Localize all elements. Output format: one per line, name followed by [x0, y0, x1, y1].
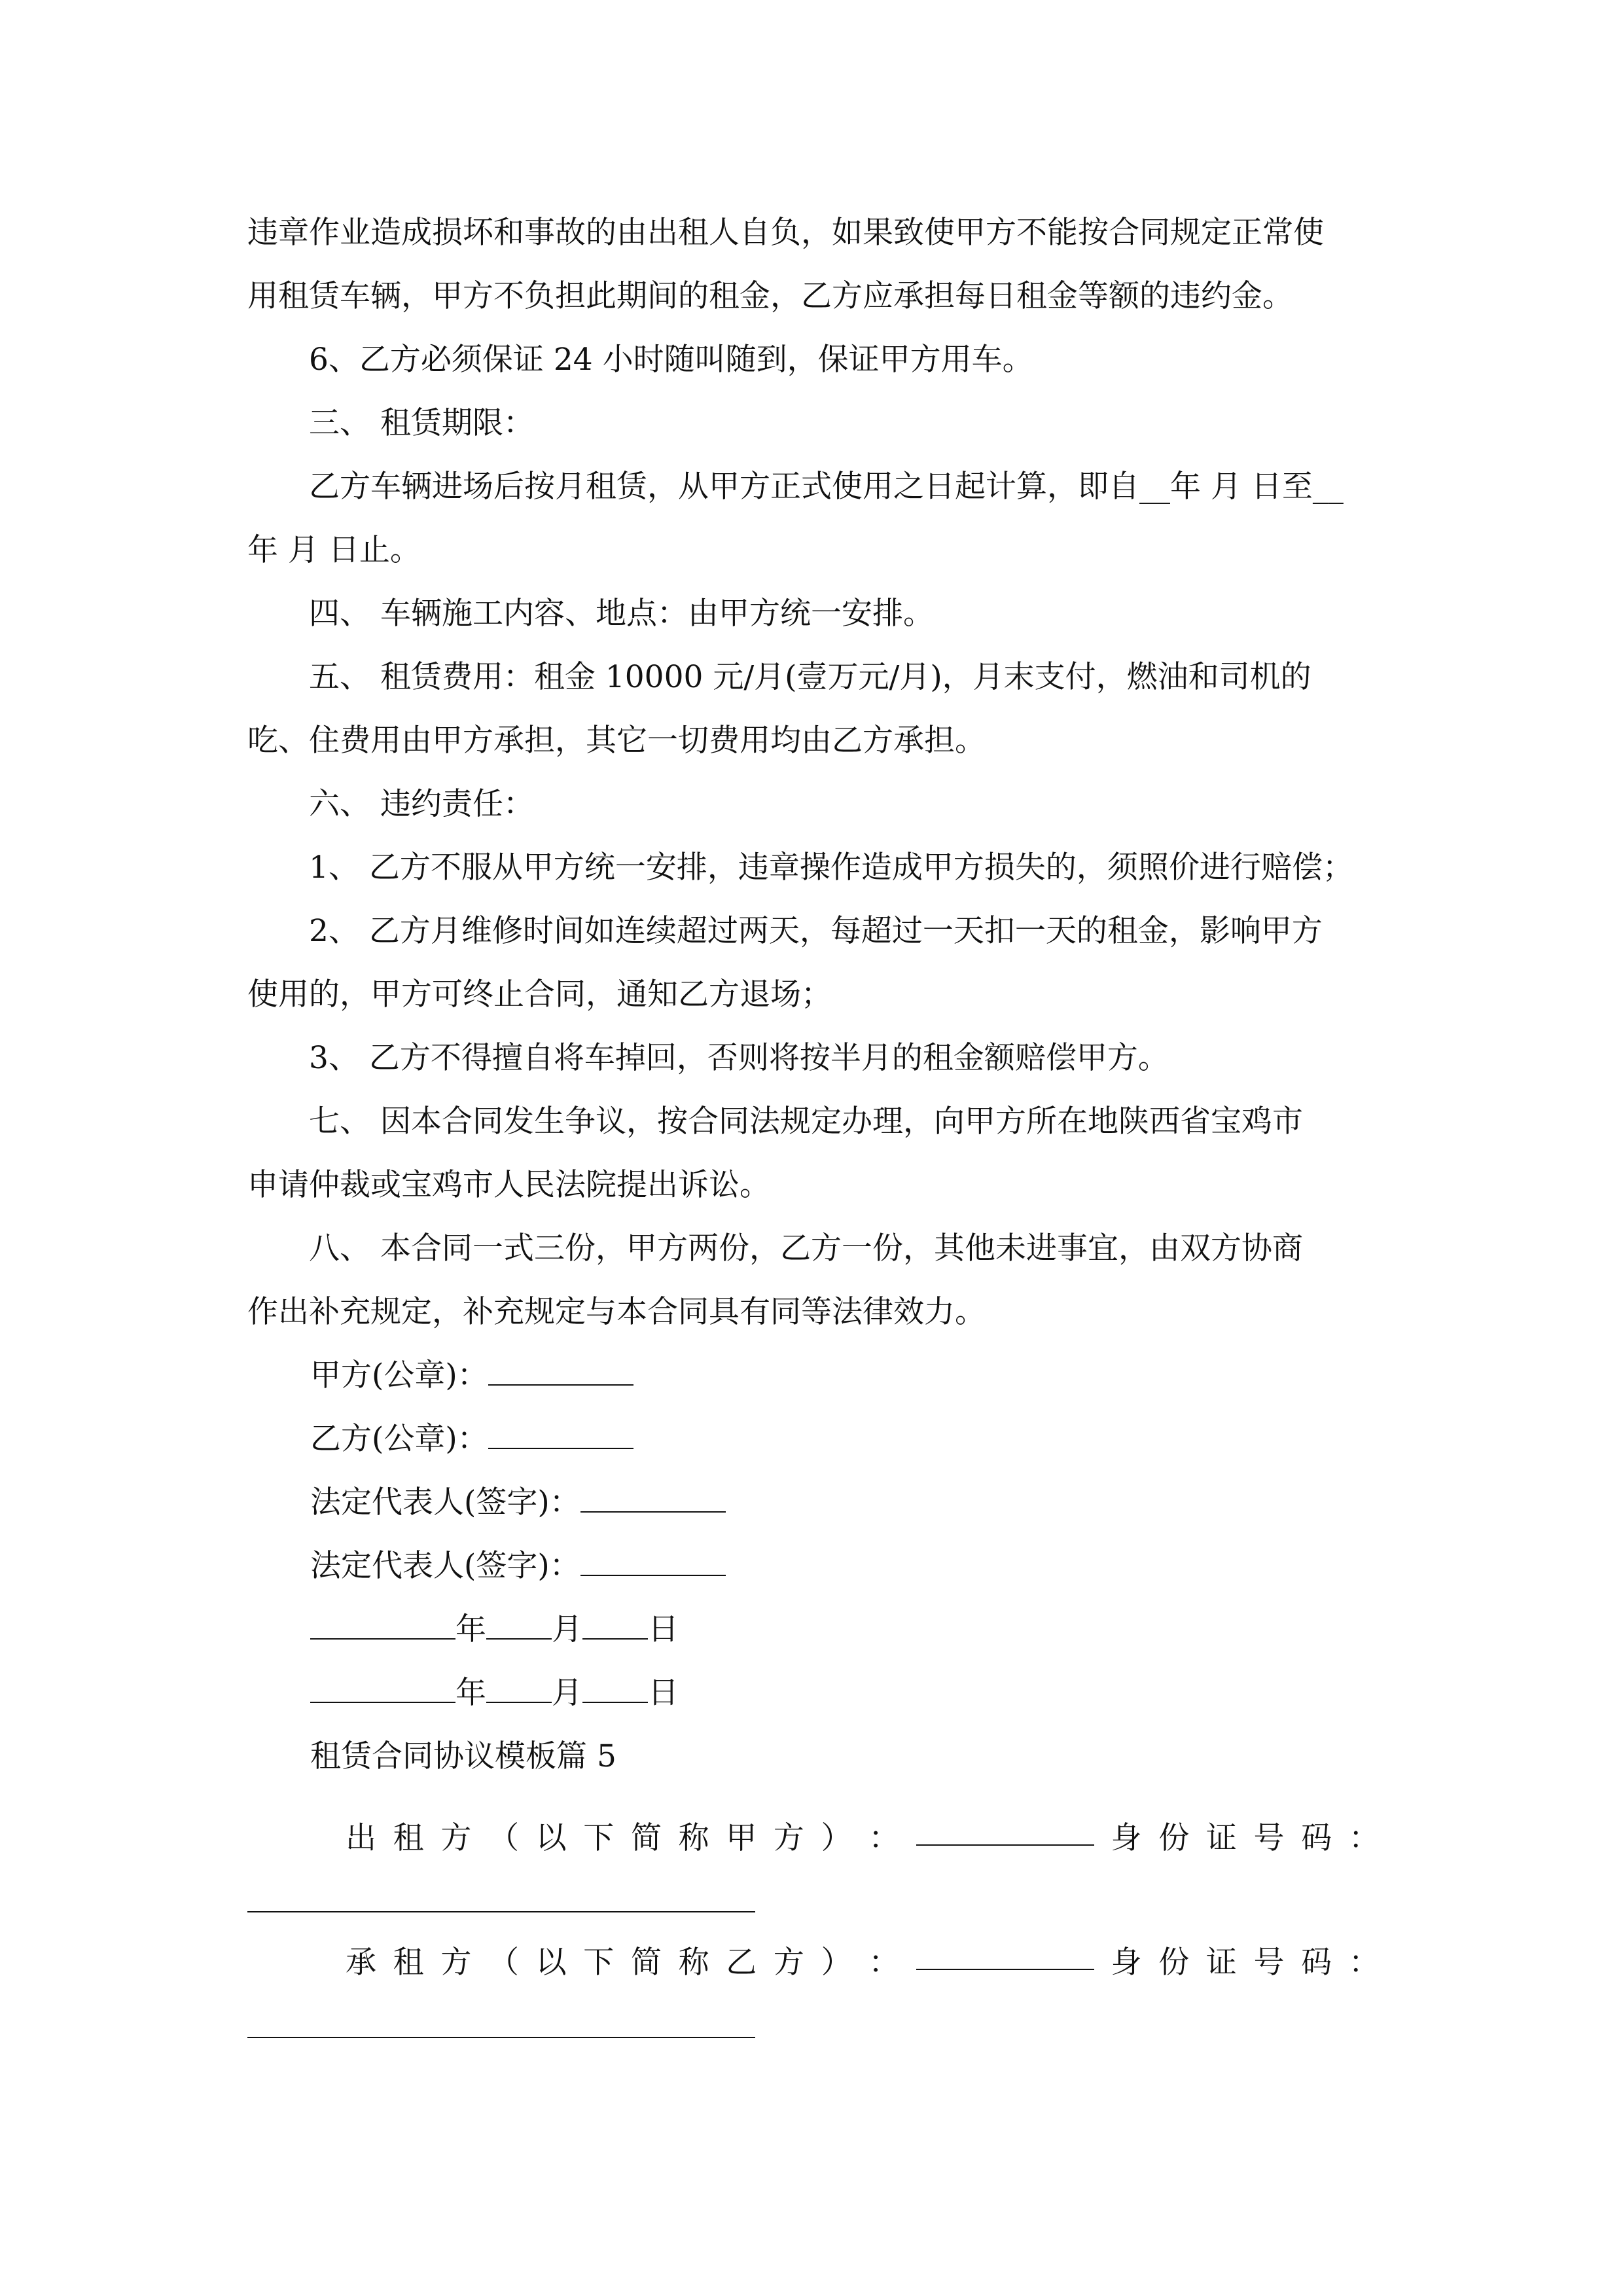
lessor-label-char: 租: [393, 1820, 424, 1856]
section-3-heading: 三、 租赁期限：: [309, 405, 534, 441]
lessee-label-char: 租: [393, 1945, 424, 1981]
lessor-label-char: 称: [678, 1820, 709, 1856]
lessor-label-char: 下: [583, 1820, 615, 1856]
section-4: 四、 车辆施工内容、地点：由甲方统一安排。: [309, 596, 934, 632]
date-2-month-blank[interactable]: [486, 1664, 552, 1703]
lease-term-line-2: 年 月 日止。: [247, 532, 421, 568]
date-1-month-label: 月: [552, 1611, 582, 1647]
lessee-label-char: 承: [346, 1945, 376, 1981]
lessor-label-char: ：: [868, 1820, 900, 1856]
lessee-label-char: （: [488, 1945, 519, 1981]
lessee-label-char: 方: [773, 1945, 804, 1981]
date-row-1: [310, 1598, 1380, 1661]
date-1-day-blank[interactable]: [582, 1600, 648, 1640]
legal-rep-1-label: 法定代表人(签字)：: [310, 1484, 580, 1520]
lessee-id-label-char: 身: [1111, 1945, 1142, 1981]
breach-item-2-line-2: 使用的，甲方可终止合同，通知乙方退场；: [247, 977, 832, 1013]
breach-item-3: 3、 乙方不得擅自将车掉回，否则将按半月的租金额赔偿甲方。: [309, 1040, 1169, 1076]
date-row-2: [310, 1661, 1380, 1725]
lessee-name-blank[interactable]: [916, 1931, 1094, 1970]
section-7-line-1: 七、 因本合同发生争议，按合同法规定办理，向甲方所在地陕西省宝鸡市: [309, 1103, 1303, 1139]
lessor-id-label-char: 码: [1301, 1820, 1332, 1856]
lessee-label-char: ）: [821, 1945, 852, 1981]
legal-rep-1-row: [310, 1471, 1380, 1534]
lessee-id-label-char: 证: [1205, 1945, 1237, 1981]
lessor-label-char: （: [488, 1820, 519, 1856]
lessee-label-char: 下: [583, 1945, 615, 1981]
section-5-line-2: 吃、住费用由甲方承担，其它一切费用均由乙方承担。: [247, 723, 986, 759]
legal-rep-2-row: [310, 1534, 1380, 1598]
lessor-name-blank[interactable]: [916, 1806, 1094, 1846]
party-a-seal-row: [310, 1344, 1380, 1407]
lessor-label-char: 出: [346, 1820, 376, 1856]
lessor-label-char: 甲: [726, 1820, 757, 1856]
lease-term-line-1: 乙方车辆进场后按月租赁，从甲方正式使用之日起计算，即自__年 月 日至__: [309, 469, 1344, 505]
section-8-line-1: 八、 本合同一式三份，甲方两份，乙方一份，其他未进事宜，由双方协商: [309, 1230, 1303, 1266]
lessor-label-char: 方: [773, 1820, 804, 1856]
party-b-seal-row: [310, 1407, 1380, 1471]
lessee-label-char: 以: [535, 1945, 567, 1981]
breach-item-2-line-1: 2、 乙方月维修时间如连续超过两天，每超过一天扣一天的租金，影响甲方: [309, 913, 1323, 949]
lessor-id-blank[interactable]: [247, 1911, 755, 1912]
lessor-id-label-char: 身: [1111, 1820, 1142, 1856]
legal-rep-2-blank[interactable]: [580, 1537, 726, 1576]
body-line-1: 违章作业造成损坏和事故的由出租人自负，如果致使甲方不能按合同规定正常使: [247, 215, 1324, 251]
breach-item-1: 1、 乙方不服从甲方统一安排，违章操作造成甲方损失的，须照价进行赔偿；: [309, 850, 1353, 886]
clause-6: 6、乙方必须保证 24 小时随叫随到，保证甲方用车。: [309, 342, 1033, 378]
lessor-row: [346, 1806, 1380, 1870]
body-line-2: 用租赁车辆，甲方不负担此期间的租金，乙方应承担每日租金等额的违约金。: [247, 278, 1293, 314]
lessee-id-label-char: 份: [1158, 1945, 1190, 1981]
lessee-label-char: 称: [678, 1945, 709, 1981]
date-2-year-blank[interactable]: [310, 1664, 455, 1703]
date-1-month-blank[interactable]: [486, 1600, 552, 1640]
lessee-id-label-char: 码: [1301, 1945, 1332, 1981]
lessee-row: [346, 1931, 1380, 1994]
section-5-line-1: 五、 租赁费用：租金 10000 元/月(壹万元/月)，月末支付，燃油和司机的: [309, 659, 1311, 695]
party-b-seal-blank[interactable]: [488, 1410, 633, 1449]
date-1-year-label: 年: [455, 1611, 486, 1647]
date-2-day-blank[interactable]: [582, 1664, 648, 1703]
lessor-label-char: 方: [440, 1820, 472, 1856]
date-1-year-blank[interactable]: [310, 1600, 455, 1640]
section-title: 租赁合同协议模板篇 5: [310, 1738, 616, 1774]
lessee-id-label-char: ：: [1348, 1945, 1380, 1981]
date-1-day-label: 日: [648, 1611, 679, 1647]
lessor-label-char: 简: [630, 1820, 662, 1856]
party-a-seal-blank[interactable]: [488, 1346, 633, 1386]
section-6-heading: 六、 违约责任：: [309, 786, 534, 822]
section-8-line-2: 作出补充规定，补充规定与本合同具有同等法律效力。: [247, 1294, 986, 1330]
date-2-year-label: 年: [455, 1675, 486, 1711]
date-2-day-label: 日: [648, 1675, 679, 1711]
date-2-month-label: 月: [552, 1675, 582, 1711]
lessor-label-char: ）: [821, 1820, 852, 1856]
lessor-id-label-char: 证: [1205, 1820, 1237, 1856]
lessee-id-label-char: 号: [1253, 1945, 1285, 1981]
party-b-seal-label: 乙方(公章)：: [310, 1421, 488, 1457]
legal-rep-1-blank[interactable]: [580, 1473, 726, 1513]
lessee-label-char: ：: [868, 1945, 900, 1981]
lessee-label-char: 简: [630, 1945, 662, 1981]
lessor-label-char: 以: [535, 1820, 567, 1856]
lessee-label-char: 方: [440, 1945, 472, 1981]
section-7-line-2: 申请仲裁或宝鸡市人民法院提出诉讼。: [247, 1167, 770, 1203]
lessee-id-blank[interactable]: [247, 2037, 755, 2038]
lessor-id-label-char: 号: [1253, 1820, 1285, 1856]
lessor-id-label-char: ：: [1348, 1820, 1380, 1856]
legal-rep-2-label: 法定代表人(签字)：: [310, 1548, 580, 1584]
party-a-seal-label: 甲方(公章)：: [310, 1357, 488, 1393]
lessee-label-char: 乙: [726, 1945, 757, 1981]
lessor-id-label-char: 份: [1158, 1820, 1190, 1856]
